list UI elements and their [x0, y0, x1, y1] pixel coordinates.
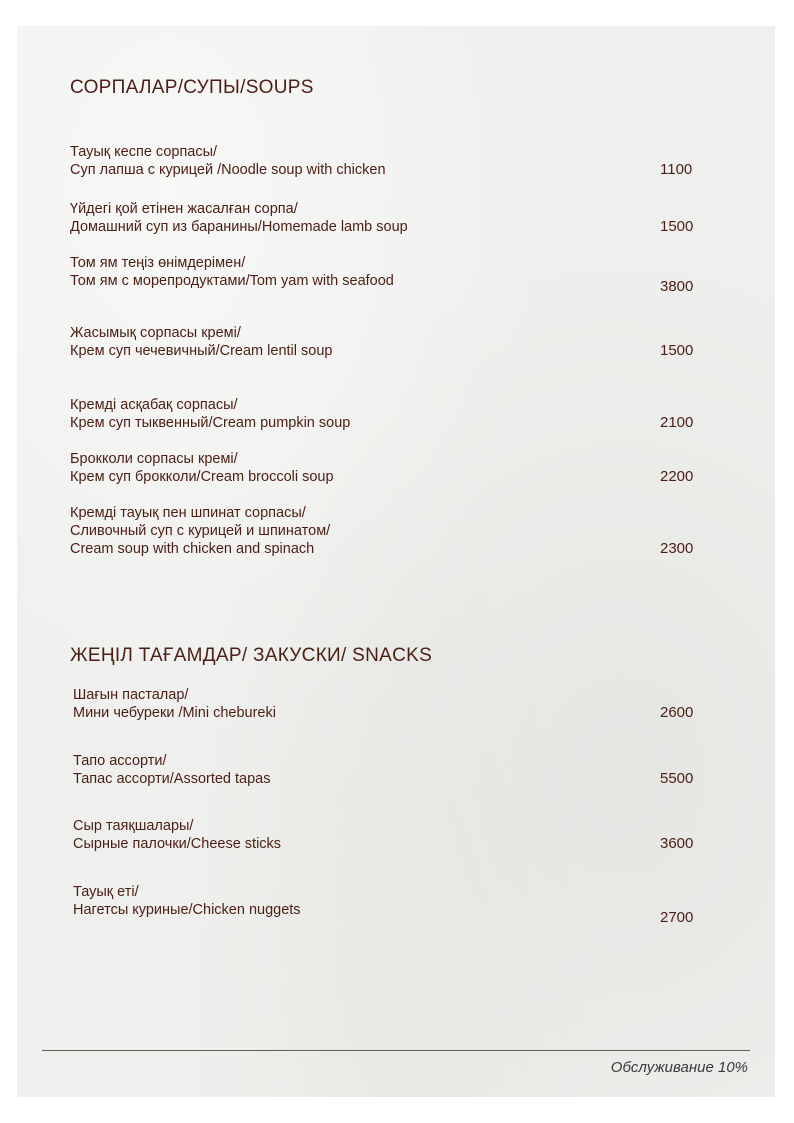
menu-item-lamb-soup — [70, 200, 720, 236]
item-price: 5500 — [660, 770, 694, 787]
item-name-line: Суп лапша с курицей /Noodle soup with chicken — [70, 162, 386, 178]
item-name-line: Домашний суп из баранины/Homemade lamb soup — [70, 219, 408, 235]
item-price: 2600 — [660, 704, 694, 721]
menu-item-chicken-spinach-soup — [70, 504, 720, 558]
menu-item-chicken-nuggets — [73, 883, 720, 926]
menu-item-lentil-soup — [70, 324, 720, 360]
menu-item-mini-chebureki — [73, 686, 720, 722]
item-name-line: Тауық еті/ — [73, 884, 139, 900]
item-price: 3600 — [660, 835, 694, 852]
menu-item-noodle-soup — [70, 143, 720, 179]
item-name-line: Нагетсы куриные/Chicken nuggets — [73, 902, 301, 918]
menu-item-cheese-sticks — [73, 817, 720, 853]
footer-divider — [42, 1050, 750, 1051]
menu-page — [17, 26, 775, 1097]
item-price: 3800 — [660, 278, 694, 295]
item-price: 1500 — [660, 218, 694, 235]
menu-item-pumpkin-soup — [70, 396, 720, 432]
item-name-line: Шағын пасталар/ — [73, 687, 189, 703]
item-name-line: Крем суп чечевичный/Cream lentil soup — [70, 343, 333, 359]
item-name-line: Тапо ассорти/ — [73, 753, 167, 769]
item-name-line: Жасымық сорпасы кремі/ — [70, 325, 241, 341]
item-name-line: Тауық кеспе сорпасы/ — [70, 144, 218, 160]
item-name-line: Кремді асқабақ сорпасы/ — [70, 397, 238, 413]
section-title-soups: СОРПАЛАР/СУПЫ/SOUPS — [70, 77, 314, 98]
item-name-line: Крем суп брокколи/Cream broccoli soup — [70, 469, 334, 485]
item-price: 1100 — [660, 161, 693, 178]
item-name-line: Сыр таяқшалары/ — [73, 818, 194, 834]
item-name-line: Кремді тауық пен шпинат сорпасы/ — [70, 505, 306, 521]
item-name-line: Сырные палочки/Cheese sticks — [73, 836, 282, 852]
item-name-line: Мини чебуреки /Mini chebureki — [73, 705, 276, 721]
item-price: 1500 — [660, 342, 694, 359]
item-name-line: Том ям с морепродуктами/Tom yam with seafood — [70, 273, 394, 289]
item-price: 2100 — [660, 414, 694, 431]
item-price: 2200 — [660, 468, 694, 485]
item-name-line: Брокколи сорпасы кремі/ — [70, 451, 238, 467]
item-name-line: Тапас ассорти/Assorted tapas — [73, 771, 271, 787]
item-name-line: Сливочный суп с курицей и шпинатом/ — [70, 523, 331, 539]
section-title-snacks: ЖЕҢІЛ ТАҒАМДАР/ ЗАКУСКИ/ SNACKS — [70, 645, 433, 666]
item-price: 2700 — [660, 909, 694, 926]
menu-item-tom-yam — [70, 254, 720, 295]
item-name-line: Крем суп тыквенный/Cream pumpkin soup — [70, 415, 351, 431]
item-price: 2300 — [660, 540, 694, 557]
item-name-line: Cream soup with chicken and spinach — [70, 541, 315, 557]
service-charge-note: Обслуживание 10% — [610, 1059, 748, 1076]
item-name-line: Том ям теңіз өнімдерімен/ — [70, 255, 246, 271]
item-name-line: Үйдегі қой етінен жасалған сорпа/ — [70, 201, 298, 217]
menu-item-assorted-tapas — [73, 752, 720, 788]
menu-item-broccoli-soup — [70, 450, 720, 486]
